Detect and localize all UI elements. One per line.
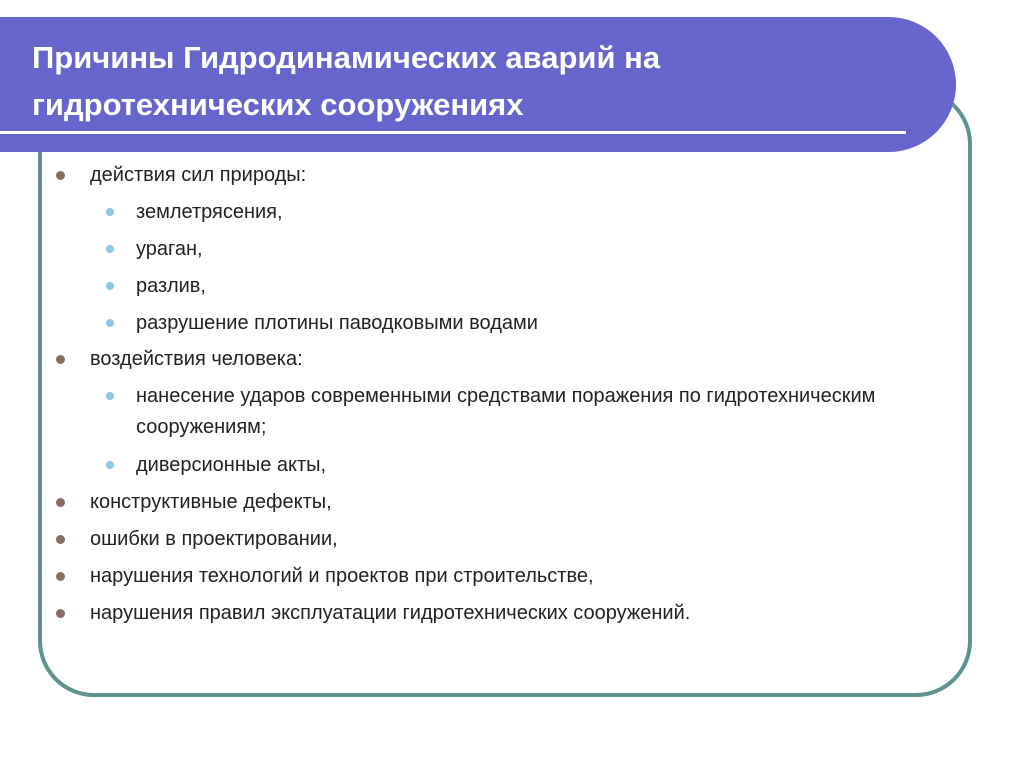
- bullet-dot: [106, 208, 114, 216]
- list-item: ошибки в проектировании,: [90, 528, 338, 550]
- slide-title: Причины Гидродинамических аварий на гидротехнических сооружениях: [32, 40, 661, 122]
- list-item: диверсионные акты,: [136, 454, 327, 476]
- bullet-dot: [106, 282, 114, 290]
- list-item: ураган,: [136, 238, 203, 260]
- list-item: действия сил природы:: [90, 164, 307, 186]
- list-item: нанесение ударов современными средствами поражения по гидротехническим сооружениям;: [136, 385, 876, 438]
- bullet-dot: [56, 355, 65, 364]
- bullet-dot: [106, 461, 114, 469]
- list-item: воздействия человека:: [90, 348, 303, 370]
- bullet-dot: [56, 609, 65, 618]
- bullet-dot: [56, 572, 65, 581]
- bullet-dot: [56, 535, 65, 544]
- list-item: землетрясения,: [136, 201, 283, 223]
- list-item: разрушение плотины паводковыми водами: [136, 312, 538, 334]
- list-item: нарушения правил эксплуатации гидротехнических сооружений.: [90, 602, 691, 624]
- bullet-dot: [56, 498, 65, 507]
- list-item: разлив,: [136, 275, 206, 297]
- list-item: нарушения технологий и проектов при строительстве,: [90, 565, 594, 587]
- bullet-dot: [56, 171, 65, 180]
- list-item: конструктивные дефекты,: [90, 491, 332, 513]
- bullet-dot: [106, 392, 114, 400]
- bullet-dot: [106, 245, 114, 253]
- title-underline: [0, 131, 906, 134]
- bullet-dot: [106, 319, 114, 327]
